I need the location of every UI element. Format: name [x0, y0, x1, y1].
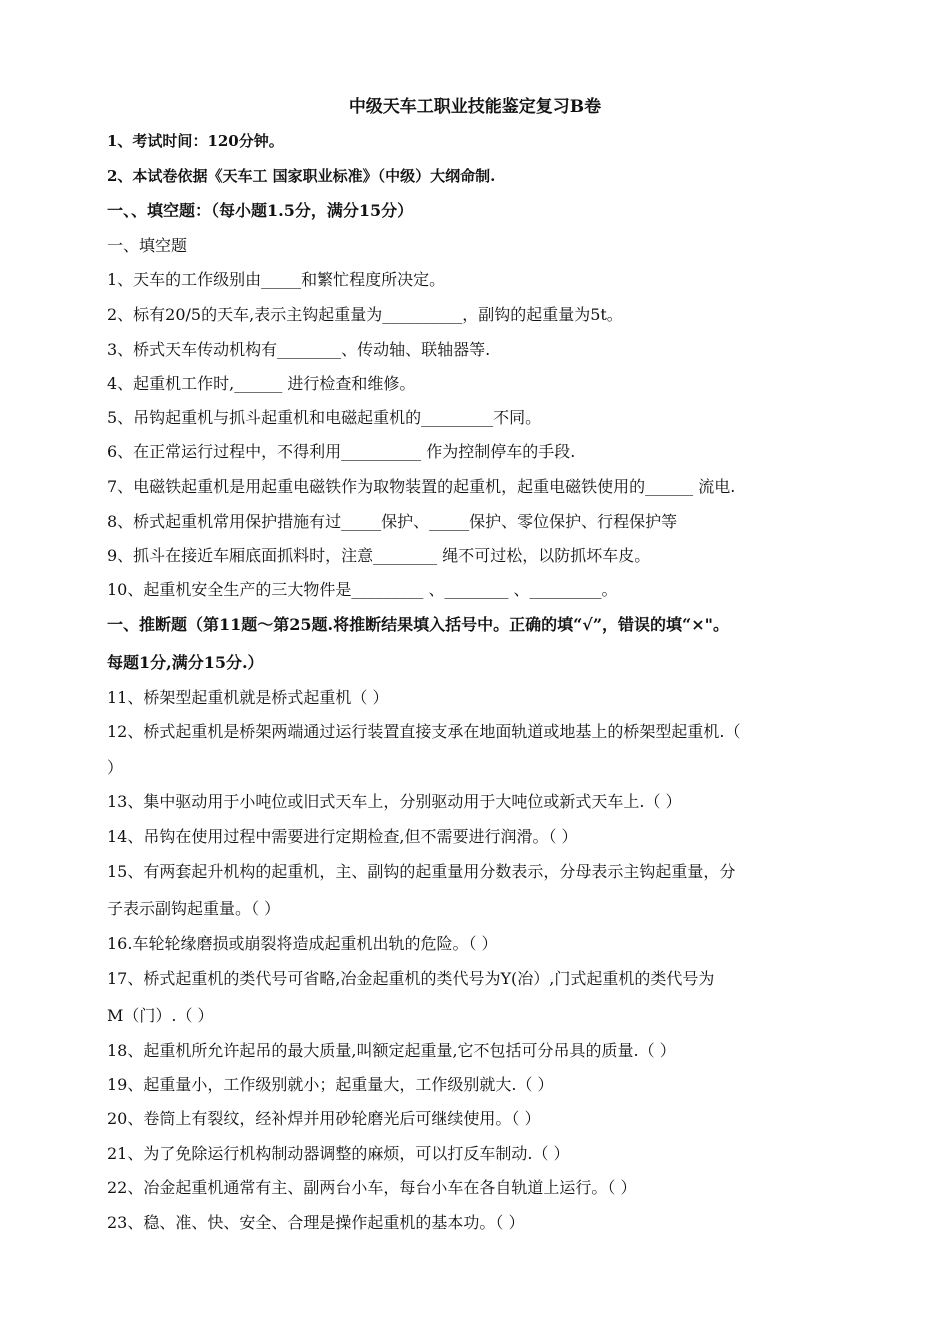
- judge-item: 17、桥式起重机的类代号可省略,冶金起重机的类代号为Y(冶）,门式起重机的类代号为: [107, 969, 715, 988]
- fill-item: 5、吊钩起重机与抓斗起重机和电磁起重机的_________不同。: [107, 408, 542, 427]
- judge-item-cont: M（门）.（ ）: [107, 1006, 214, 1025]
- judge-item: 21、为了免除运行机构制动器调整的麻烦，可以打反车制动.（ ）: [107, 1144, 570, 1163]
- section2-header: 一、推断题（第11题～第25题.将推断结果填入括号中。正确的填“√”，错误的填“×"。: [107, 615, 729, 634]
- fill-item: 1、天车的工作级别由_____和繁忙程度所决定。: [107, 270, 446, 289]
- judge-item-cont: ）: [107, 758, 124, 777]
- section1-subheader: 一、填空题: [107, 236, 188, 255]
- fill-item: 9、抓斗在接近车厢底面抓料时，注意________ 绳不可过松，以防抓坏车皮。: [107, 546, 651, 565]
- judge-item: 14、吊钩在使用过程中需要进行定期检查,但不需要进行润滑。（ ）: [107, 827, 578, 846]
- note-1: 1、考试时间：120分钟。: [107, 132, 284, 150]
- judge-item: 19、起重量小，工作级别就小；起重量大，工作级别就大.（ ）: [107, 1075, 554, 1094]
- judge-item: 23、稳、准、快、安全、合理是操作起重机的基本功。（ ）: [107, 1213, 525, 1232]
- judge-item: 16.车轮轮缘磨损或崩裂将造成起重机出轨的危险。（ ）: [107, 934, 498, 953]
- fill-item: 7、电磁铁起重机是用起重电磁铁作为取物装置的起重机，起重电磁铁使用的______ 流电.: [107, 477, 736, 496]
- fill-item: 8、桥式起重机常用保护措施有过_____保护、_____保护、零位保护、行程保护等: [107, 512, 678, 531]
- judge-item: 20、卷筒上有裂纹，经补焊并用砂轮磨光后可继续使用。（ ）: [107, 1109, 541, 1128]
- judge-item: 22、冶金起重机通常有主、副两台小车，每台小车在各自轨道上运行。（ ）: [107, 1178, 637, 1197]
- document-title: 中级天车工职业技能鉴定复习B卷: [348, 97, 602, 117]
- fill-item: 2、标有20/5的天车,表示主钩起重量为__________，副钩的起重量为5t。: [107, 305, 623, 324]
- judge-item: 15、有两套起升机构的起重机，主、副钩的起重量用分数表示，分母表示主钩起重量，分: [107, 862, 736, 881]
- fill-item: 3、桥式天车传动机构有________、传动轴、联轴器等.: [107, 340, 491, 359]
- fill-item: 4、起重机工作时,______ 进行检查和维修。: [107, 374, 416, 393]
- fill-item: 6、在正常运行过程中，不得利用__________ 作为控制停车的手段.: [107, 442, 576, 461]
- judge-item: 12、桥式起重机是桥架两端通过运行装置直接支承在地面轨道或地基上的桥架型起重机.（: [107, 722, 741, 741]
- judge-item: 13、集中驱动用于小吨位或旧式天车上，分别驱动用于大吨位或新式天车上.（ ）: [107, 792, 682, 811]
- judge-item: 18、起重机所允许起吊的最大质量,叫额定起重量,它不包括可分吊具的质量.（ ）: [107, 1041, 676, 1060]
- section2-header-cont: 每题1分,满分15分.）: [107, 653, 264, 672]
- judge-item-cont: 子表示副钩起重量。（ ）: [107, 899, 281, 918]
- fill-item: 10、起重机安全生产的三大物件是_________ 、________ 、_________。: [107, 580, 618, 599]
- note-2: 2、本试卷依据《天车工 国家职业标准》（中级）大纲命制.: [107, 167, 496, 185]
- judge-item: 11、桥架型起重机就是桥式起重机（ ）: [107, 688, 389, 707]
- section1-header: 一、、填空题：（每小题1.5分，满分15分）: [107, 201, 414, 220]
